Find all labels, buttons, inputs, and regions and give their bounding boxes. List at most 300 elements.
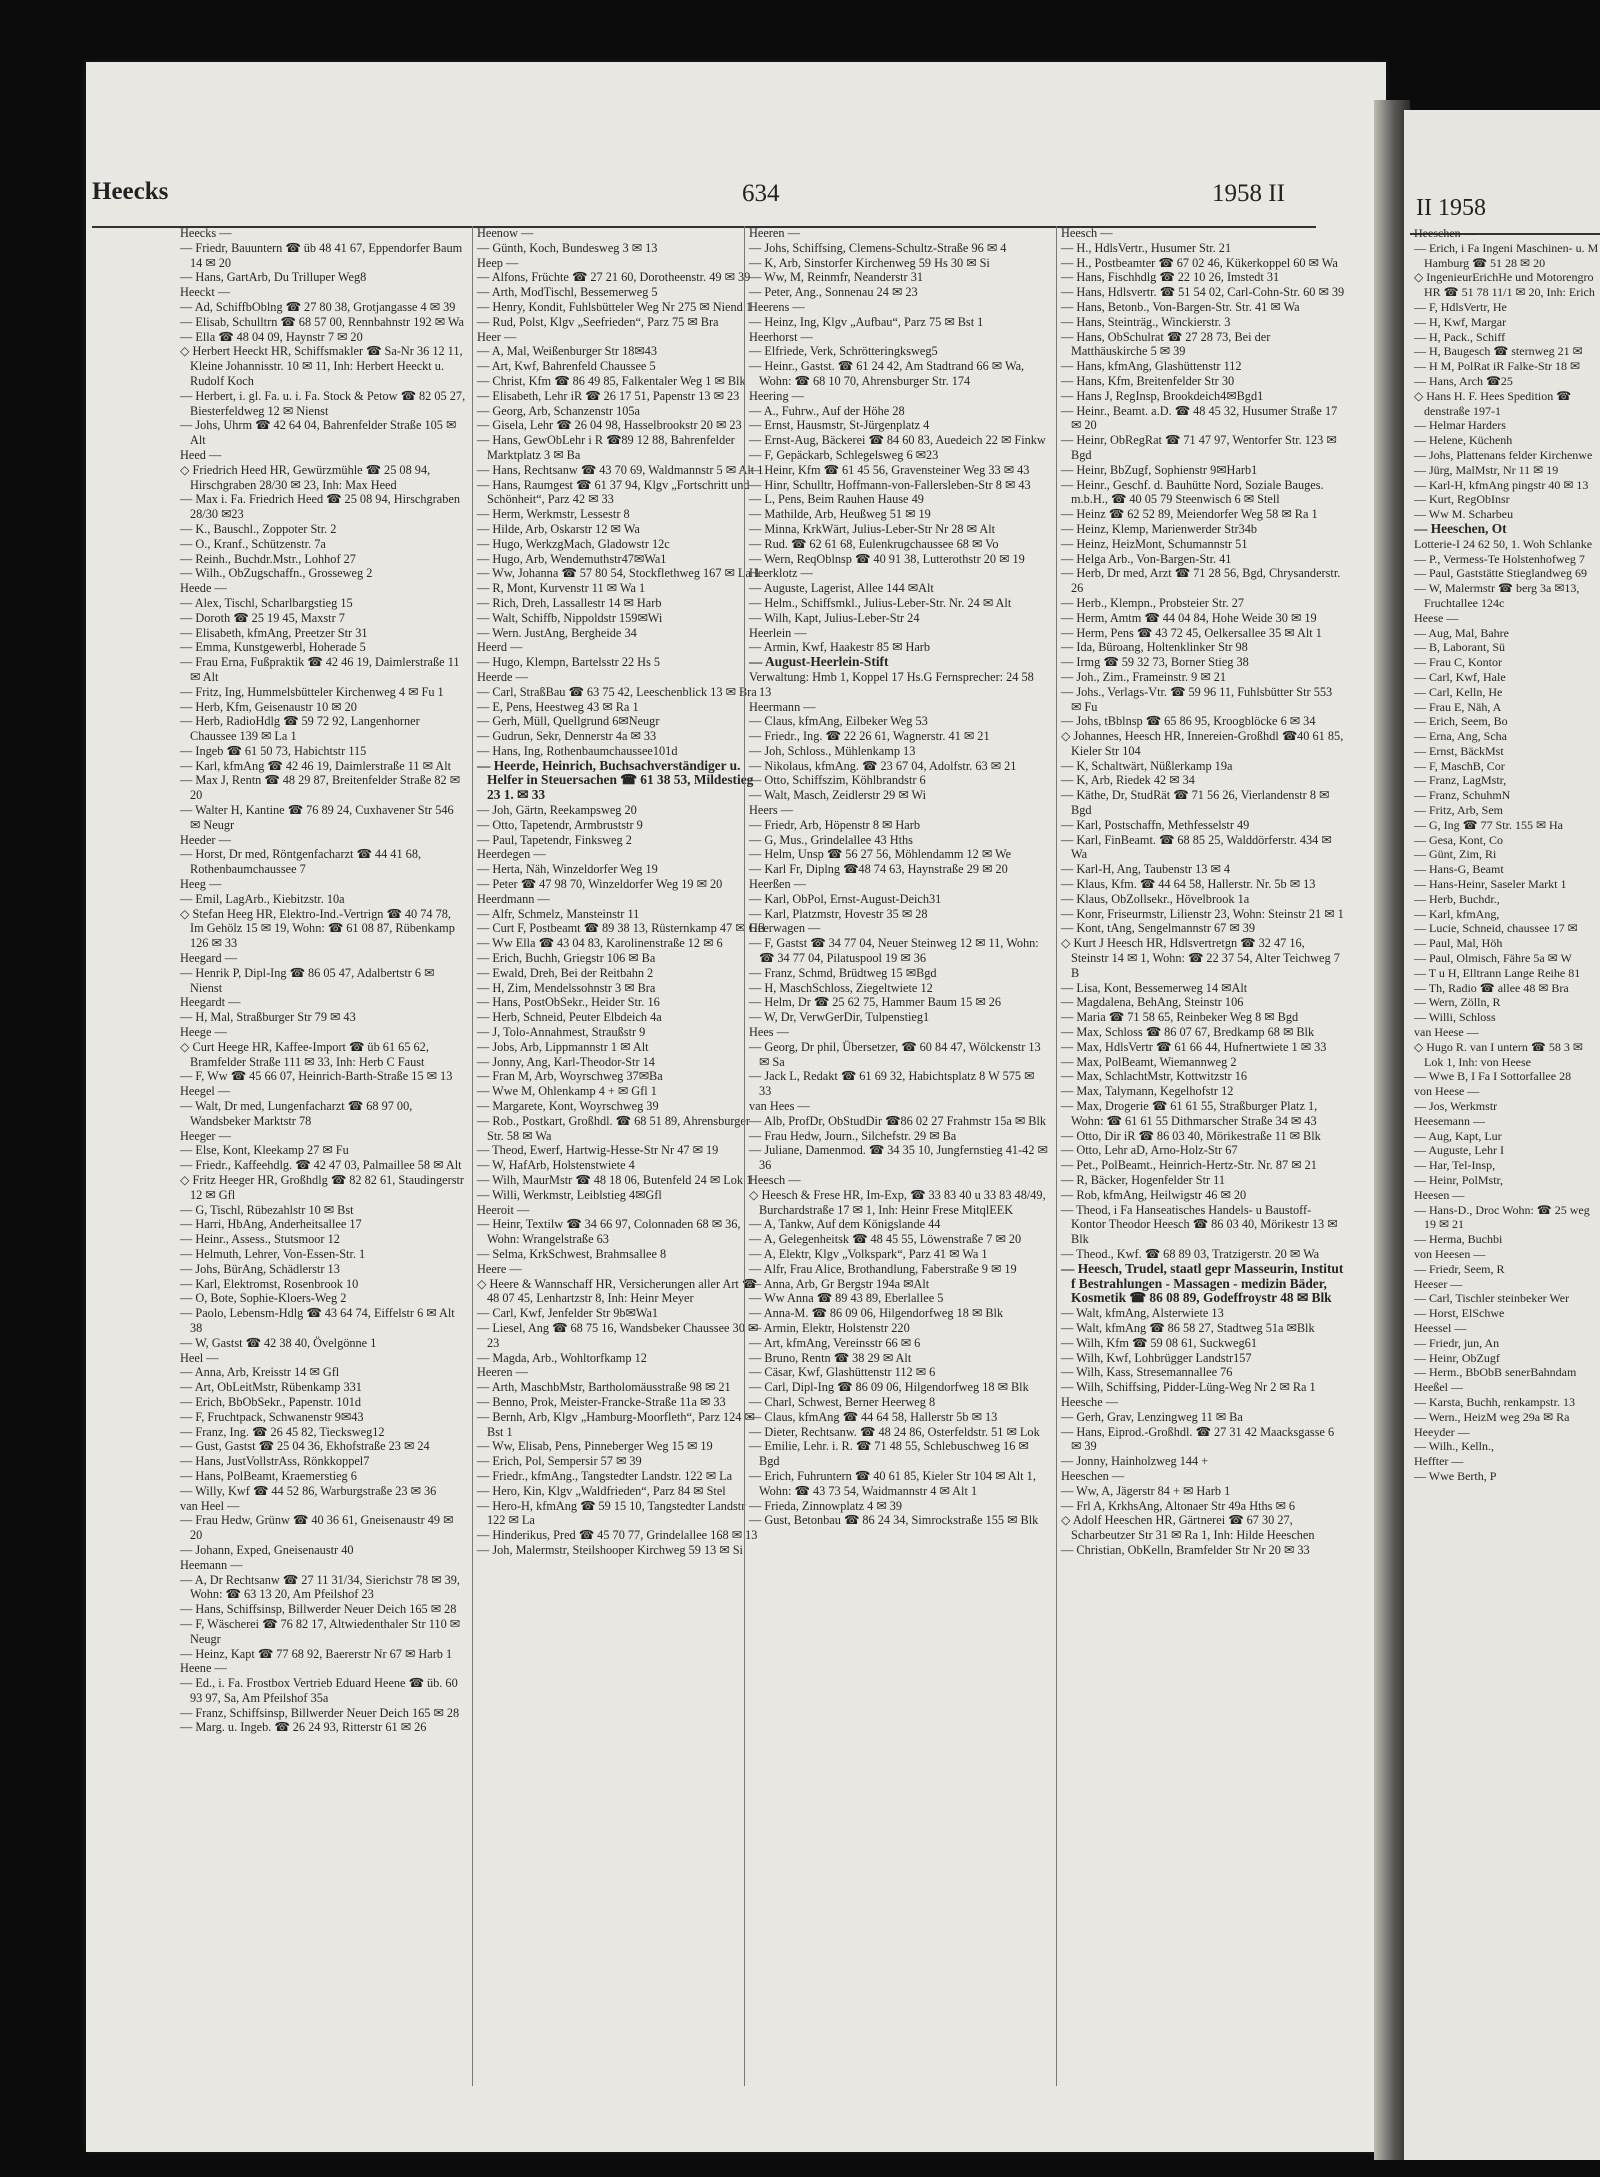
directory-entry: — Jack L, Redakt ☎ 61 69 32, Habichtsplatz 8 W 575 ✉ 33: [749, 1069, 1035, 1099]
directory-entry: — Erich, Buchh, Griegstr 106 ✉ Ba: [477, 951, 656, 966]
directory-entry: — Heinz, Ing, Klgv „Aufbau“, Parz 75 ✉ Bst 1: [749, 314, 984, 329]
directory-entry: van Hees —: [749, 1099, 810, 1114]
directory-entry: — Max, PolBeamt, Wiemannweg 2: [1061, 1054, 1237, 1069]
directory-entry: Heeder —: [180, 832, 231, 847]
directory-entry: Heerde —: [477, 669, 528, 684]
directory-entry: — Heinr, ObZugf: [1414, 1350, 1500, 1365]
directory-entry: — H, Zim, Mendelssohnstr 3 ✉ Bra: [477, 980, 656, 995]
directory-entry: — Claus, kfmAng, Eilbeker Weg 53: [749, 714, 928, 729]
directory-entry: — Otto, Tapetendr, Armbruststr 9: [477, 817, 643, 832]
directory-entry: — Friedr., Ing. ☎ 22 26 61, Wagnerstr. 41 ✉ 21: [749, 729, 990, 744]
directory-entry: Heessel —: [1414, 1320, 1467, 1335]
next-page-running-head: II 1958: [1416, 195, 1486, 221]
directory-entry: — A, Tankw, Auf dem Königslande 44: [749, 1217, 941, 1232]
directory-entry: Heerwagen —: [749, 921, 821, 936]
directory-entry: Heege —: [180, 1025, 227, 1040]
directory-entry: — Lisa, Kont, Bessemerweg 14 ✉Alt: [1061, 980, 1248, 995]
directory-entry: — K, Schaltwärt, Nüßlerkamp 19a: [1061, 758, 1233, 773]
directory-entry: — Hans J, RegInsp, Brookdeich4✉Bgd1: [1061, 388, 1264, 403]
directory-entry: — Auguste, Lehr I: [1414, 1143, 1504, 1158]
directory-column-1: [180, 226, 466, 2086]
directory-entry: — Heinr, BbZugf, Sophienstr 9✉Harb1: [1061, 462, 1258, 477]
directory-entry: — Frau Erna, Fußpraktik ☎ 42 46 19, Daimlerstraße 11 ✉ Alt: [180, 655, 460, 684]
directory-entry: — Herta, Näh, Winzeldorfer Weg 19: [477, 862, 658, 877]
directory-entry: Heer —: [477, 329, 517, 344]
directory-entry: — Emma, Kunstgewerbl, Hoherade 5: [180, 640, 366, 655]
directory-entry: Heegard —: [180, 951, 238, 966]
directory-entry: — Ww, M, Reinmfr, Neanderstr 31: [749, 270, 924, 285]
running-head-right: 1958 II: [1212, 180, 1285, 207]
directory-entry: — Ww M. Scharbeu: [1414, 507, 1514, 522]
directory-entry: — Hans, Kfm, Breitenfelder Str 30: [1061, 373, 1235, 388]
directory-entry: — A, Elektr, Klgv „Volkspark“, Parz 41 ✉ Wa 1: [749, 1246, 988, 1261]
directory-entry: — Ingeb ☎ 61 50 73, Habichtstr 115: [180, 743, 367, 758]
directory-entry: — Joh, Malermstr, Steilshooper Kirchweg 59 13 ✉ Si: [477, 1542, 743, 1557]
directory-entry: — Emilie, Lehr. i. R. ☎ 71 48 55, Schlebuschweg 16 ✉ Bgd: [749, 1439, 1029, 1469]
directory-entry: — G, Mus., Grindelallee 43 Hths: [749, 832, 913, 847]
directory-entry: — Hans, Betonb., Von-Bargen-Str. Str. 41 ✉ Wa: [1061, 299, 1300, 314]
directory-entry: — Herb., Klempn., Probsteier Str. 27: [1061, 595, 1245, 610]
directory-entry: Heesch —: [749, 1173, 801, 1187]
directory-column-2: [472, 226, 765, 2086]
directory-entry: — Erich, Fuhruntern ☎ 40 61 85, Kieler Str 104 ✉ Alt 1, Wohn: ☎ 43 73 54, Waidmannstr 4 ✉ Alt 1: [749, 1468, 1036, 1498]
directory-entry: — Paul, Gaststätte Stieglandweg 69: [1414, 566, 1587, 581]
directory-entry: Heermann —: [749, 699, 816, 714]
directory-entry: — Emil, LagArb., Kiebitzstr. 10a: [180, 891, 345, 906]
directory-entry: — Else, Kont, Kleekamp 27 ✉ Fu: [180, 1143, 349, 1158]
directory-entry: — Hinr, Schulltr, Hoffmann-von-Fallersleben-Str 8 ✉ 43: [749, 477, 1031, 492]
directory-entry: — Helm, Dr ☎ 25 62 75, Hammer Baum 15 ✉ 26: [749, 995, 1002, 1010]
directory-entry: — Herm., BbObB senerBahndam: [1414, 1365, 1577, 1380]
directory-entry: — Johs, Schiffsing, Clemens-Schultz-Straße 96 ✉ 4: [749, 240, 1007, 255]
directory-entry: — Karl, Postschaffn, Methfesselstr 49: [1061, 817, 1250, 832]
directory-entry: — G, Ing ☎ 77 Str. 155 ✉ Ha: [1414, 817, 1563, 832]
directory-entry: Heegel —: [180, 1084, 231, 1099]
directory-entry: — Herm, Pens ☎ 43 72 45, Oelkersallee 35 ✉ Alt 1: [1061, 625, 1322, 640]
directory-entry: Heerßen —: [749, 877, 807, 892]
directory-entry: Heemann —: [180, 1557, 243, 1572]
directory-entry: — Karl, Platzmstr, Hovestr 35 ✉ 28: [749, 906, 928, 921]
directory-entry: — O, Bote, Sophie-Kloers-Weg 2: [180, 1291, 347, 1306]
directory-entry: — Karl Fr, Diplng ☎48 74 63, Haynstraße 29 ✉ 20: [749, 862, 1008, 877]
directory-entry: — J, Tolo-Annahmest, Straußstr 9: [477, 1025, 646, 1040]
directory-entry: — Heinz, Klemp, Marienwerder Str34b: [1061, 521, 1258, 536]
directory-entry: — F, Gepäckarb, Schlegelsweg 6 ✉23: [749, 447, 939, 462]
directory-entry: ◇ Friedrich Heed HR, Gewürzmühle ☎ 25 08 94, Hirschgraben 28/30 ✉ 23, Inh: Max Heed: [180, 462, 431, 492]
directory-entry: — Franz, Schmd, Brüdtweg 15 ✉Bgd: [749, 965, 937, 980]
directory-entry: — Heinr, Textilw ☎ 34 66 97, Colonnaden 68 ✉ 36, Wohn: Wrangelstraße 63: [477, 1217, 741, 1247]
directory-entry: — Karl, Elektromst, Rosenbrook 10: [180, 1276, 359, 1291]
directory-entry: — Carl, Dipl-Ing ☎ 86 09 06, Hilgendorfweg 18 ✉ Blk: [749, 1380, 1029, 1395]
directory-entry: van Heese —: [1414, 1025, 1479, 1040]
directory-entry: — Ewald, Dreh, Bei der Reitbahn 2: [477, 965, 654, 980]
directory-entry: — Max J, Rentn ☎ 48 29 87, Breitenfelder Straße 82 ✉ 20: [180, 773, 461, 803]
directory-entry: Heerklotz —: [749, 566, 813, 581]
directory-entry: — Frieda, Zinnowplatz 4 ✉ 39: [749, 1498, 903, 1513]
directory-entry: — Erich, i Fa Ingeni Maschinen- u. M Hamburg ☎ 51 28 ✉ 20: [1414, 240, 1599, 270]
directory-entry: — Walt, kfmAng, Alsterwiete 13: [1061, 1306, 1224, 1321]
directory-entry: — T u H, Elltrann Lange Reihe 81: [1414, 965, 1581, 980]
directory-entry: ◇ Adolf Heeschen HR, Gärtnerei ☎ 67 30 27, Scharbeutzer Str 31 ✉ Ra 1, Inh: Hilde Heeschen: [1061, 1513, 1315, 1543]
directory-entry: — Wilh, Kfm ☎ 59 08 61, Suckweg61: [1061, 1335, 1257, 1350]
directory-entry: Heerd —: [477, 640, 523, 655]
directory-entry: — Hans, GartArb, Du Trilluper Weg8: [180, 270, 367, 285]
directory-entry: — Hinderikus, Pred ☎ 45 70 77, Grindelallee 168 ✉ 13: [477, 1528, 758, 1543]
directory-entry: — Hans-D., Droc Wohn: ☎ 25 weg 19 ✉ 21: [1414, 1202, 1590, 1232]
directory-entry: — Friedr, Arb, Höpenstr 8 ✉ Harb: [749, 817, 921, 832]
directory-entry: — H M, PolRat iR Falke-Str 18 ✉: [1414, 359, 1581, 374]
directory-entry: — O., Kranf., Schützenstr. 7a: [180, 536, 326, 551]
directory-entry: — Heinr, PolMstr,: [1414, 1173, 1504, 1187]
directory-entry: — Ida, Büroang, Holtenklinker Str 98: [1061, 640, 1248, 655]
directory-column-5: [1414, 226, 1600, 2086]
directory-entry: — Max i. Fa. Friedrich Heed ☎ 25 08 94, Hirschgraben 28/30 ✉23: [180, 492, 460, 522]
directory-entry: — Benno, Prok, Meister-Francke-Straße 11a ✉ 33: [477, 1394, 726, 1409]
directory-entry: — Arth, ModTischl, Bessemerweg 5: [477, 285, 658, 300]
directory-entry: — R, Bäcker, Hogenfelder Str 11: [1061, 1173, 1225, 1187]
directory-entry: — W, Malermstr ☎ berg 3a ✉13, Fruchtallee 124c: [1414, 581, 1580, 610]
directory-entry: — Ww, Elisab, Pens, Pinneberger Weg 15 ✉ 19: [477, 1439, 713, 1454]
directory-entry: — Konr, Friseurmstr, Lilienstr 23, Wohn: Steinstr 21 ✉ 1: [1061, 906, 1344, 921]
directory-entry: — Walt, Schiffb, Nippoldstr 159✉Wi: [477, 610, 663, 625]
directory-entry: — H., Postbeamter ☎ 67 02 46, Kükerkoppel 60 ✉ Wa: [1061, 255, 1338, 270]
directory-entry: — Cäsar, Kwf, Glashüttenstr 112 ✉ 6: [749, 1365, 936, 1380]
directory-entry: — Joh, Gärtn, Reekampsweg 20: [477, 803, 637, 818]
directory-entry: Heers —: [749, 803, 794, 818]
directory-entry: — Th, Radio ☎ allee 48 ✉ Bra: [1414, 980, 1569, 995]
directory-entry: — Hero-H, kfmAng ☎ 59 15 10, Tangstedter Landstr 122 ✉ La: [477, 1498, 746, 1528]
directory-entry: — Heinr, Kfm ☎ 61 45 56, Gravensteiner Weg 33 ✉ 43: [749, 462, 1030, 477]
directory-entry: — Juliane, Damenmod. ☎ 34 35 10, Jungfernstieg 41-42 ✉ 36: [749, 1143, 1048, 1173]
directory-entry: — Hans, Steinträg., Winckierstr. 3: [1061, 314, 1231, 329]
directory-entry: — Günth, Koch, Bundesweg 3 ✉ 13: [477, 240, 658, 255]
directory-entry: — Herb, Kfm, Geisenaustr 10 ✉ 20: [180, 699, 357, 714]
directory-entry: — Hans, Schiffsinsp, Billwerder Neuer Deich 165 ✉ 28: [180, 1602, 457, 1617]
directory-entry: — Ed., i. Fa. Frostbox Vertrieb Eduard Heene ☎ üb. 60 93 97, Sa, Am Pfeilshof 35a: [180, 1676, 458, 1705]
directory-entry: — Jos, Werkmstr: [1414, 1099, 1498, 1114]
directory-entry: — Alfr, Schmelz, Mansteinstr 11: [477, 906, 640, 921]
directory-entry: van Heel —: [180, 1498, 240, 1513]
directory-entry: — Heinr., Beamt. a.D. ☎ 48 45 32, Husumer Straße 17 ✉ 20: [1061, 403, 1338, 433]
directory-entry: — Erna, Ang, Scha: [1414, 729, 1507, 744]
directory-entry: — Magda, Arb., Wohltorfkamp 12: [477, 1350, 647, 1365]
directory-entry: — H, Baugesch ☎ sternweg 21 ✉: [1414, 344, 1583, 359]
directory-entry: — Wilh, Kapt, Julius-Leber-Str 24: [749, 610, 920, 625]
directory-entry: Heeser —: [1414, 1276, 1463, 1291]
directory-entry: — Erich, Seem, Bo: [1414, 714, 1508, 729]
directory-entry: — Johs, Uhrm ☎ 42 64 04, Bahrenfelder Straße 105 ✉ Alt: [180, 418, 457, 448]
directory-entry: — Herbert, i. gl. Fa. u. i. Fa. Stock & Petow ☎ 82 05 27, Biesterfeldweg 12 ✉ Nienst: [180, 388, 466, 418]
directory-entry: — Helga Arb., Von-Bargen-Str. 41: [1061, 551, 1232, 566]
directory-entry: Heerdmann —: [477, 891, 550, 906]
directory-entry: — Fritz, Ing, Hummelsbütteler Kirchenweg 4 ✉ Fu 1: [180, 684, 444, 699]
directory-entry: — Carl, Kwf, Hale: [1414, 669, 1506, 684]
directory-entry: — P., Vermess-Te Holstenhofweg 7: [1414, 551, 1585, 566]
directory-entry: — Hans, Fischhdlg ☎ 22 10 26, Imstedt 31: [1061, 270, 1280, 285]
directory-entry: — Lucie, Schneid, chaussee 17 ✉: [1414, 921, 1578, 936]
directory-entry: — Ad, SchiffbOblng ☎ 27 80 38, Grotjangasse 4 ✉ 39: [180, 299, 456, 314]
directory-entry: — Johs, tBblnsp ☎ 65 86 95, Kroogblöcke 6 ✉ 34: [1061, 714, 1316, 729]
directory-entry: Heep —: [477, 255, 519, 270]
directory-column-4: [1056, 226, 1345, 2086]
directory-entry: — Herb, RadioHdlg ☎ 59 72 92, Langenhorner Chaussee 139 ✉ La 1: [180, 714, 420, 744]
directory-entry: — Paul, Mal, Höh: [1414, 936, 1503, 951]
directory-entry: — H., HdlsVertr., Husumer Str. 21: [1061, 240, 1232, 255]
directory-entry: — Joh., Zim., Frameinstr. 9 ✉ 21: [1061, 669, 1227, 684]
directory-entry: — Max, SchlachtMstr, Kottwitzstr 16: [1061, 1069, 1247, 1084]
directory-entry: — Hans, PostObSekr., Heider Str. 16: [477, 995, 660, 1010]
directory-entry: — Gust, Betonbau ☎ 86 24 34, Simrockstraße 155 ✉ Blk: [749, 1513, 1039, 1528]
directory-entry: — Rob, kfmAng, Heilwigstr 46 ✉ 20: [1061, 1187, 1247, 1202]
directory-entry: Heene —: [180, 1661, 227, 1676]
directory-entry: — Nikolaus, kfmAng. ☎ 23 67 04, Adolfstr. 63 ✉ 21: [749, 758, 1017, 773]
directory-entry: Heerhorst —: [749, 329, 813, 344]
directory-entry: — Hans, Arch ☎25: [1414, 373, 1513, 388]
directory-entry: — Curt F, Postbeamt ☎ 89 38 13, Rüsternkamp 47 ✉ Gfl: [477, 921, 765, 936]
directory-entry: — Walter H, Kantine ☎ 76 89 24, Cuxhavener Str 546 ✉ Neugr: [180, 803, 454, 832]
directory-entry: — Jonny, Ang, Karl-Theodor-Str 14: [477, 1054, 655, 1069]
directory-entry: — Maria ☎ 71 58 65, Reinbeker Weg 8 ✉ Bgd: [1061, 1010, 1299, 1025]
directory-entry: — Günt, Zim, Ri: [1414, 847, 1497, 862]
directory-entry: — Armin, Elektr, Holstenstr 220: [749, 1320, 910, 1335]
directory-entry: — L, Pens, Beim Rauhen Hause 49: [749, 492, 924, 507]
directory-entry: — Peter ☎ 47 98 70, Winzeldorfer Weg 19 ✉ 20: [477, 877, 723, 892]
directory-entry: — A, Dr Rechtsanw ☎ 27 11 31/34, Sierichstr 78 ✉ 39, Wohn: ☎ 63 13 20, Am Pfeilshof 23: [180, 1572, 460, 1602]
directory-entry: Heeyder —: [1414, 1424, 1470, 1439]
directory-entry: ◇ Heere & Wannschaff HR, Versicherungen aller Art ☎ 48 07 45, Lenhartzstr 8, Inh: Heinr Meyer: [477, 1276, 758, 1306]
directory-entry: — Carl, Tischler steinbeker Wer: [1414, 1291, 1570, 1306]
directory-entry: — August-Heerlein-Stift: [749, 654, 889, 670]
directory-entry: — Theod, i Fa Hanseatisches Handels- u Baustoff-Kontor Theodor Heesch ☎ 86 03 40, Mörikestr 13 ✉ Blk: [1061, 1202, 1338, 1247]
directory-entry: Heeren —: [477, 1365, 528, 1380]
directory-column-3: [744, 226, 1049, 2086]
directory-entry: — Hans, Raumgest ☎ 61 37 94, Klgv „Fortschritt und Schönheit“, Parz 42 ✉ 33: [477, 477, 750, 507]
directory-entry: — Otto, Schiffszim, Köhlbrandstr 6: [749, 773, 926, 788]
directory-entry: — Friedr, Bauuntern ☎ üb 48 41 67, Eppendorfer Baum 14 ✉ 20: [180, 240, 463, 270]
directory-entry: — Hugo, Arb, Wendemuthstr47✉Wa1: [477, 551, 667, 566]
directory-entry: — Irmg ☎ 59 32 73, Borner Stieg 38: [1061, 655, 1249, 670]
directory-entry: — A, Gelegenheitsk ☎ 48 45 55, Löwenstraße 7 ✉ 20: [749, 1232, 1022, 1247]
directory-entry: — Friedr., Kaffeehdlg. ☎ 42 47 03, Palmaillee 58 ✉ Alt: [180, 1158, 462, 1173]
directory-entry: — Minna, KrkWärt, Julius-Leber-Str Nr 28 ✉ Alt: [749, 521, 996, 536]
directory-entry: — F, MaschB, Cor: [1414, 758, 1505, 773]
directory-entry: Heede —: [180, 581, 227, 596]
directory-entry: — Henrik P, Dipl-Ing ☎ 86 05 47, Adalbertstr 6 ✉ Nienst: [180, 965, 435, 995]
directory-entry: — F, Gastst ☎ 34 77 04, Neuer Steinweg 12 ✉ 11, Wohn: ☎ 34 77 04, Pilatuspool 19 ✉ 36: [749, 936, 1039, 966]
directory-entry: — Johann, Exped, Gneisenaustr 40: [180, 1542, 354, 1557]
directory-entry: — Karsta, Buchh, renkampstr. 13: [1414, 1394, 1575, 1409]
directory-entry: — Christ, Kfm ☎ 86 49 85, Falkentaler Weg 1 ✉ Blk: [477, 373, 746, 388]
directory-entry: — W, Gastst ☎ 42 38 40, Övelgönne 1: [180, 1335, 377, 1350]
directory-entry: — Bernh, Arb, Klgv „Hamburg-Moorfleth“, Parz 124 ✉ Bst 1: [477, 1409, 755, 1439]
directory-entry: Hees —: [749, 1025, 789, 1040]
directory-entry: — Willy, Kwf ☎ 44 52 86, Warburgstraße 23 ✉ 36: [180, 1483, 437, 1498]
directory-entry: — Ww, Johanna ☎ 57 80 54, Stockflethweg 167 ✉ La 1: [477, 566, 761, 581]
directory-entry: — Wilh., Kelln.,: [1414, 1439, 1494, 1454]
directory-entry: — Hans, Rechtsanw ☎ 43 70 69, Waldmannstr 5 ✉ Alt 1: [477, 462, 764, 477]
directory-entry: — Selma, KrkSchwest, Brahmsallee 8: [477, 1246, 667, 1261]
directory-entry: — Frau C, Kontor: [1414, 655, 1502, 670]
directory-entry: — Walt, kfmAng ☎ 86 58 27, Stadtweg 51a ✉Blk: [1061, 1320, 1315, 1335]
directory-entry: — E, Pens, Heestweg 43 ✉ Ra 1: [477, 699, 639, 714]
directory-entry: — Heinz ☎ 62 52 89, Meiendorfer Weg 58 ✉ Ra 1: [1061, 507, 1318, 522]
directory-entry: Heerdegen —: [477, 847, 546, 862]
directory-entry: — Herb, Buchdr.,: [1414, 891, 1500, 906]
directory-entry: — H, Kwf, Margar: [1414, 314, 1507, 329]
directory-entry: — Erich, BbObSekr., Papenstr. 101d: [180, 1394, 362, 1409]
directory-entry: — Hans, Ing, Rothenbaumchaussee101d: [477, 743, 678, 758]
directory-entry: — Liesel, Ang ☎ 68 75 16, Wandsbeker Chaussee 30 ✉ 23: [477, 1320, 759, 1350]
directory-entry: — Ernst-Aug, Bäckerei ☎ 84 60 83, Auedeich 22 ✉ Finkw: [749, 433, 1046, 448]
directory-entry: — Wern., HeizM weg 29a ✉ Ra: [1414, 1409, 1570, 1424]
directory-entry: — Wilh, Schiffsing, Pidder-Lüng-Weg Nr 2 ✉ Ra 1: [1061, 1380, 1316, 1395]
directory-entry: Heese —: [1414, 610, 1459, 625]
directory-entry: — Aug, Mal, Bahre: [1414, 625, 1509, 640]
directory-entry: Heere —: [477, 1261, 522, 1276]
directory-entry: Heeger —: [180, 1128, 231, 1143]
directory-entry: von Heese —: [1414, 1084, 1480, 1099]
directory-entry: ◇ IngenieurErichHe und Motorengro HR ☎ 51 78 11/1 ✉ 20, Inh: Erich: [1414, 270, 1595, 300]
directory-entry: — Heinr., Geschf. d. Bauhütte Nord, Soziale Bauges. m.b.H., ☎ 40 05 79 Steenwisch 6 ✉ Stell: [1061, 477, 1324, 507]
directory-entry: — Hans-Heinr, Saseler Markt 1: [1414, 877, 1567, 892]
directory-entry: — G, Tischl, Rübezahlstr 10 ✉ Bst: [180, 1202, 354, 1217]
directory-entry: — Frau Hedw, Journ., Silchefstr. 29 ✉ Ba: [749, 1128, 957, 1143]
directory-entry: — Frl A, KrkhsAng, Altonaer Str 49a Hths ✉ 6: [1061, 1498, 1296, 1513]
directory-entry: — Art, kfmAng, Vereinsstr 66 ✉ 6: [749, 1335, 921, 1350]
directory-entry: — Gudrun, Sekr, Dennerstr 4a ✉ 33: [477, 729, 657, 744]
directory-entry: — Heinz, Kapt ☎ 77 68 92, Baererstr Nr 67 ✉ Harb 1: [180, 1646, 453, 1661]
directory-entry: — Kurt, RegObInsr: [1414, 492, 1510, 507]
directory-entry: — Helm., Schiffsmkl., Julius-Leber-Str. Nr. 24 ✉ Alt: [749, 595, 1012, 610]
directory-entry: ◇ Stefan Heeg HR, Elektro-Ind.-Vertrign ☎ 40 74 78, Im Gehölz 15 ✉ 19, Wohn: ☎ 61 08 87, Rübenkamp 126 ✉ 33: [180, 906, 455, 951]
directory-entry: — R, Mont, Kurvenstr 11 ✉ Wa 1: [477, 581, 646, 596]
directory-entry: — Peter, Ang., Sonnenau 24 ✉ 23: [749, 285, 918, 300]
directory-entry: Heerens —: [749, 299, 805, 314]
directory-entry: — Willi, Werkmstr, Leiblstieg 4✉Gfl: [477, 1187, 662, 1202]
directory-entry: — Erich, Pol, Sempersir 57 ✉ 39: [477, 1454, 642, 1469]
directory-entry: — Rich, Dreh, Lassallestr 14 ✉ Harb: [477, 595, 662, 610]
directory-entry: Lotterie-I 24 62 50, 1. Woh Schlanke: [1414, 536, 1593, 551]
directory-entry: — Franz, Ing. ☎ 26 45 82, Tiecksweg12: [180, 1424, 385, 1439]
directory-entry: — Max, HdlsVertr ☎ 61 66 44, Hufnertwiete 1 ✉ 33: [1061, 1039, 1327, 1054]
directory-entry: — Christian, ObKelln, Bramfelder Str Nr 20 ✉ 33: [1061, 1542, 1310, 1557]
directory-entry: — Gisela, Lehr ☎ 26 04 98, Hasselbrookstr 20 ✉ 23: [477, 418, 742, 433]
directory-entry: Heeschen —: [1061, 1468, 1125, 1483]
page-header-rule: [92, 182, 1316, 228]
directory-entry: — H, Mal, Straßburger Str 79 ✉ 43: [180, 1010, 356, 1025]
directory-entry: — Frau Hedw, Grünw ☎ 40 36 61, Gneisenaustr 49 ✉ 20: [180, 1513, 454, 1543]
directory-entry: — Doroth ☎ 25 19 45, Maxstr 7: [180, 610, 345, 625]
directory-entry: Heeßel —: [1414, 1380, 1463, 1395]
directory-entry: — A, Mal, Weißenburger Str 18✉43: [477, 344, 657, 359]
directory-entry: — W, HafArb, Holstenstwiete 4: [477, 1158, 635, 1173]
directory-entry: — Bruno, Rentn ☎ 38 29 ✉ Alt: [749, 1350, 912, 1365]
directory-entry: — Helene, Küchenh: [1414, 433, 1513, 448]
directory-entry: — Alex, Tischl, Scharlbargstieg 15: [180, 595, 353, 610]
directory-entry: Heeckt —: [180, 285, 231, 300]
directory-entry: — Friedr, Seem, R: [1414, 1261, 1505, 1276]
directory-entry: — Theod, Ewerf, Hartwig-Hesse-Str Nr 47 ✉ 19: [477, 1143, 719, 1158]
directory-entry: Heesch —: [1061, 226, 1113, 240]
directory-entry: — Max, Drogerie ☎ 61 61 55, Straßburger Platz 1, Wohn: ☎ 61 61 55 Dithmarscher Straße 34 ✉ 43: [1061, 1099, 1318, 1128]
directory-entry: Heeschen —: [1414, 226, 1476, 240]
directory-entry: — Anna-M. ☎ 86 09 06, Hilgendorfweg 18 ✉ Blk: [749, 1306, 1004, 1321]
directory-entry: Heenow —: [477, 226, 534, 240]
directory-entry: — Charl, Schwest, Berner Heerweg 8: [749, 1394, 936, 1409]
directory-entry: — Ww Anna ☎ 89 43 89, Eberlallee 5: [749, 1291, 944, 1306]
directory-entry: — Fritz, Arb, Sem: [1414, 803, 1503, 818]
directory-entry: — Alfons, Früchte ☎ 27 21 60, Dorotheenstr. 49 ✉ 39: [477, 270, 751, 285]
directory-entry: — Karl-H, Ang, Taubenstr 13 ✉ 4: [1061, 862, 1231, 877]
directory-entry: — H, MaschSchloss, Ziegeltwiete 12: [749, 980, 933, 995]
directory-entry: ◇ Johannes, Heesch HR, Innereien-Großhdl ☎40 61 85, Kieler Str 104: [1061, 729, 1344, 758]
directory-entry: — Hans, GewObLehr i R ☎89 12 88, Bahrenfelder Marktplatz 3 ✉ Ba: [477, 433, 735, 462]
directory-entry: — Gerh, Grav, Lenzingweg 11 ✉ Ba: [1061, 1409, 1243, 1424]
directory-entry: — Heeschen, Ot: [1414, 520, 1507, 536]
directory-entry: — Max, Talymann, Kegelhofstr 12: [1061, 1084, 1234, 1099]
directory-entry: — Herm, Amtm ☎ 44 04 84, Hohe Weide 30 ✉ 19: [1061, 610, 1317, 625]
directory-entry: — Auguste, Lagerist, Allee 144 ✉Alt: [749, 581, 934, 596]
directory-entry: ◇ Fritz Heeger HR, Großhdlg ☎ 82 82 61, Staudingerstr 12 ✉ Gfl: [180, 1173, 464, 1202]
directory-entry: — Carl, Kelln, He: [1414, 684, 1503, 699]
directory-entry: — Elfriede, Verk, Schrötteringksweg5: [749, 344, 938, 359]
directory-entry: — Carl, StraßBau ☎ 63 75 42, Leeschenblick 13 ✉ Bra: [477, 684, 757, 699]
directory-entry: — Franz, Schiffsinsp, Billwerder Neuer Deich 165 ✉ 28: [180, 1705, 460, 1720]
directory-entry: — F, Ww ☎ 45 66 07, Heinrich-Barth-Straße 15 ✉ 13: [180, 1069, 453, 1084]
directory-entry: — Wwe Berth, P: [1414, 1468, 1497, 1483]
directory-entry: — Elisab, Schulltrn ☎ 68 57 00, Rennbahnstr 192 ✉ Wa: [180, 314, 464, 329]
directory-entry: — Harri, HbAng, Anderheitsallee 17: [180, 1217, 362, 1232]
directory-entry: — Johs., Verlags-Vtr. ☎ 59 96 11, Fuhlsbütter Str 553 ✉ Fu: [1061, 684, 1333, 714]
directory-entry: — Carl, Kwf, Jenfelder Str 9b✉Wa1: [477, 1306, 659, 1321]
directory-entry: — F, Fruchtpack, Schwanenstr 9✉43: [180, 1409, 364, 1424]
directory-entry: — Karl, ObPol, Ernst-August-Deich31: [749, 891, 942, 906]
directory-entry: — Johs, Plattenans felder Kirchenwe: [1414, 447, 1593, 462]
directory-entry: — Wilh., ObZugschaffn., Grosseweg 2: [180, 566, 373, 581]
directory-entry: — Magdalena, BehAng, Steinstr 106: [1061, 995, 1244, 1010]
directory-entry: — F, Wäscherei ☎ 76 82 17, Altwiedenthaler Str 110 ✉ Neugr: [180, 1616, 461, 1646]
directory-entry: — Karl, kfmAng,: [1414, 906, 1500, 921]
directory-entry: — Herm, Werkmstr, Lessestr 8: [477, 507, 630, 522]
directory-entry: — Hugo, Klempn, Bartelsstr 22 Hs 5: [477, 655, 661, 670]
directory-entry: — Heerde, Heinrich, Buchsachverständiger u. Helfer in Steuersachen ☎ 61 38 53, Mildestieg 23 1. ✉ 33: [477, 757, 754, 803]
directory-entry: — B, Laborant, Sü: [1414, 640, 1505, 655]
directory-entry: ◇ Heesch & Frese HR, Im-Exp, ☎ 33 83 40 u 33 83 48/49, Burchardstraße 17 ✉ 1, Inh: Heinr Frese MitqlEEK: [749, 1187, 1046, 1217]
directory-entry: ◇ Kurt J Heesch HR, Hdlsvertretgn ☎ 32 47 16, Steinstr 14 ✉ 1, Wohn: ☎ 22 37 54, Alter Teichweg 7 B: [1061, 936, 1340, 980]
directory-entry: Heesen —: [1414, 1187, 1465, 1202]
page-number: 634: [742, 180, 780, 207]
directory-entry: — Heesch, Trudel, staatl gepr Masseurin, Institut f Bestrahlungen - Massagen - medizin Bäder, Kosmetik ☎ 86 08 89, Godeffroystr 48 ✉ Blk: [1061, 1260, 1344, 1306]
directory-entry: — Hilde, Arb, Oskarstr 12 ✉ Wa: [477, 521, 640, 536]
directory-entry: — Gerh, Müll, Quellgrund 6✉Neugr: [477, 714, 660, 729]
directory-entry: — Anna, Arb, Kreisstr 14 ✉ Gfl: [180, 1365, 340, 1380]
directory-entry: — Reinh., Buchdr.Mstr., Lohhof 27: [180, 551, 356, 566]
directory-entry: — Ww, A, Jägerstr 84 + ✉ Harb 1: [1061, 1483, 1231, 1498]
directory-entry: — Hans, Hdlsvertr. ☎ 51 54 02, Carl-Cohn-Str. 60 ✉ 39: [1061, 285, 1345, 300]
directory-entry: — Georg, Arb, Schanzenstr 105a: [477, 403, 641, 418]
directory-entry: — Wern, ReqOblnsp ☎ 40 91 38, Lutterothstr 20 ✉ 19: [749, 551, 1025, 566]
directory-entry: — Har, Tel-Insp,: [1414, 1158, 1496, 1173]
directory-entry: — Ernst, BäckMst: [1414, 743, 1504, 758]
directory-entry: — Karl, kfmAng ☎ 42 46 19, Daimlerstraße 11 ✉ Alt: [180, 758, 452, 773]
directory-entry: — K, Arb, Riedek 42 ✉ 34: [1061, 773, 1195, 788]
directory-entry: — Hero, Kin, Klgv „Waldfrieden“, Parz 84 ✉ Stel: [477, 1483, 726, 1498]
directory-entry: — Elisabeth, kfmAng, Preetzer Str 31: [180, 625, 368, 640]
directory-entry: — Hugo, WerkzgMach, Gladowstr 12c: [477, 536, 670, 551]
directory-entry: — Hans, JustVollstrAss, Rönkkoppel7: [180, 1454, 370, 1469]
directory-entry: — Hans-G, Beamt: [1414, 862, 1504, 877]
directory-entry: — Gust, Gastst ☎ 25 04 36, Ekhofstraße 23 ✉ 24: [180, 1439, 430, 1454]
